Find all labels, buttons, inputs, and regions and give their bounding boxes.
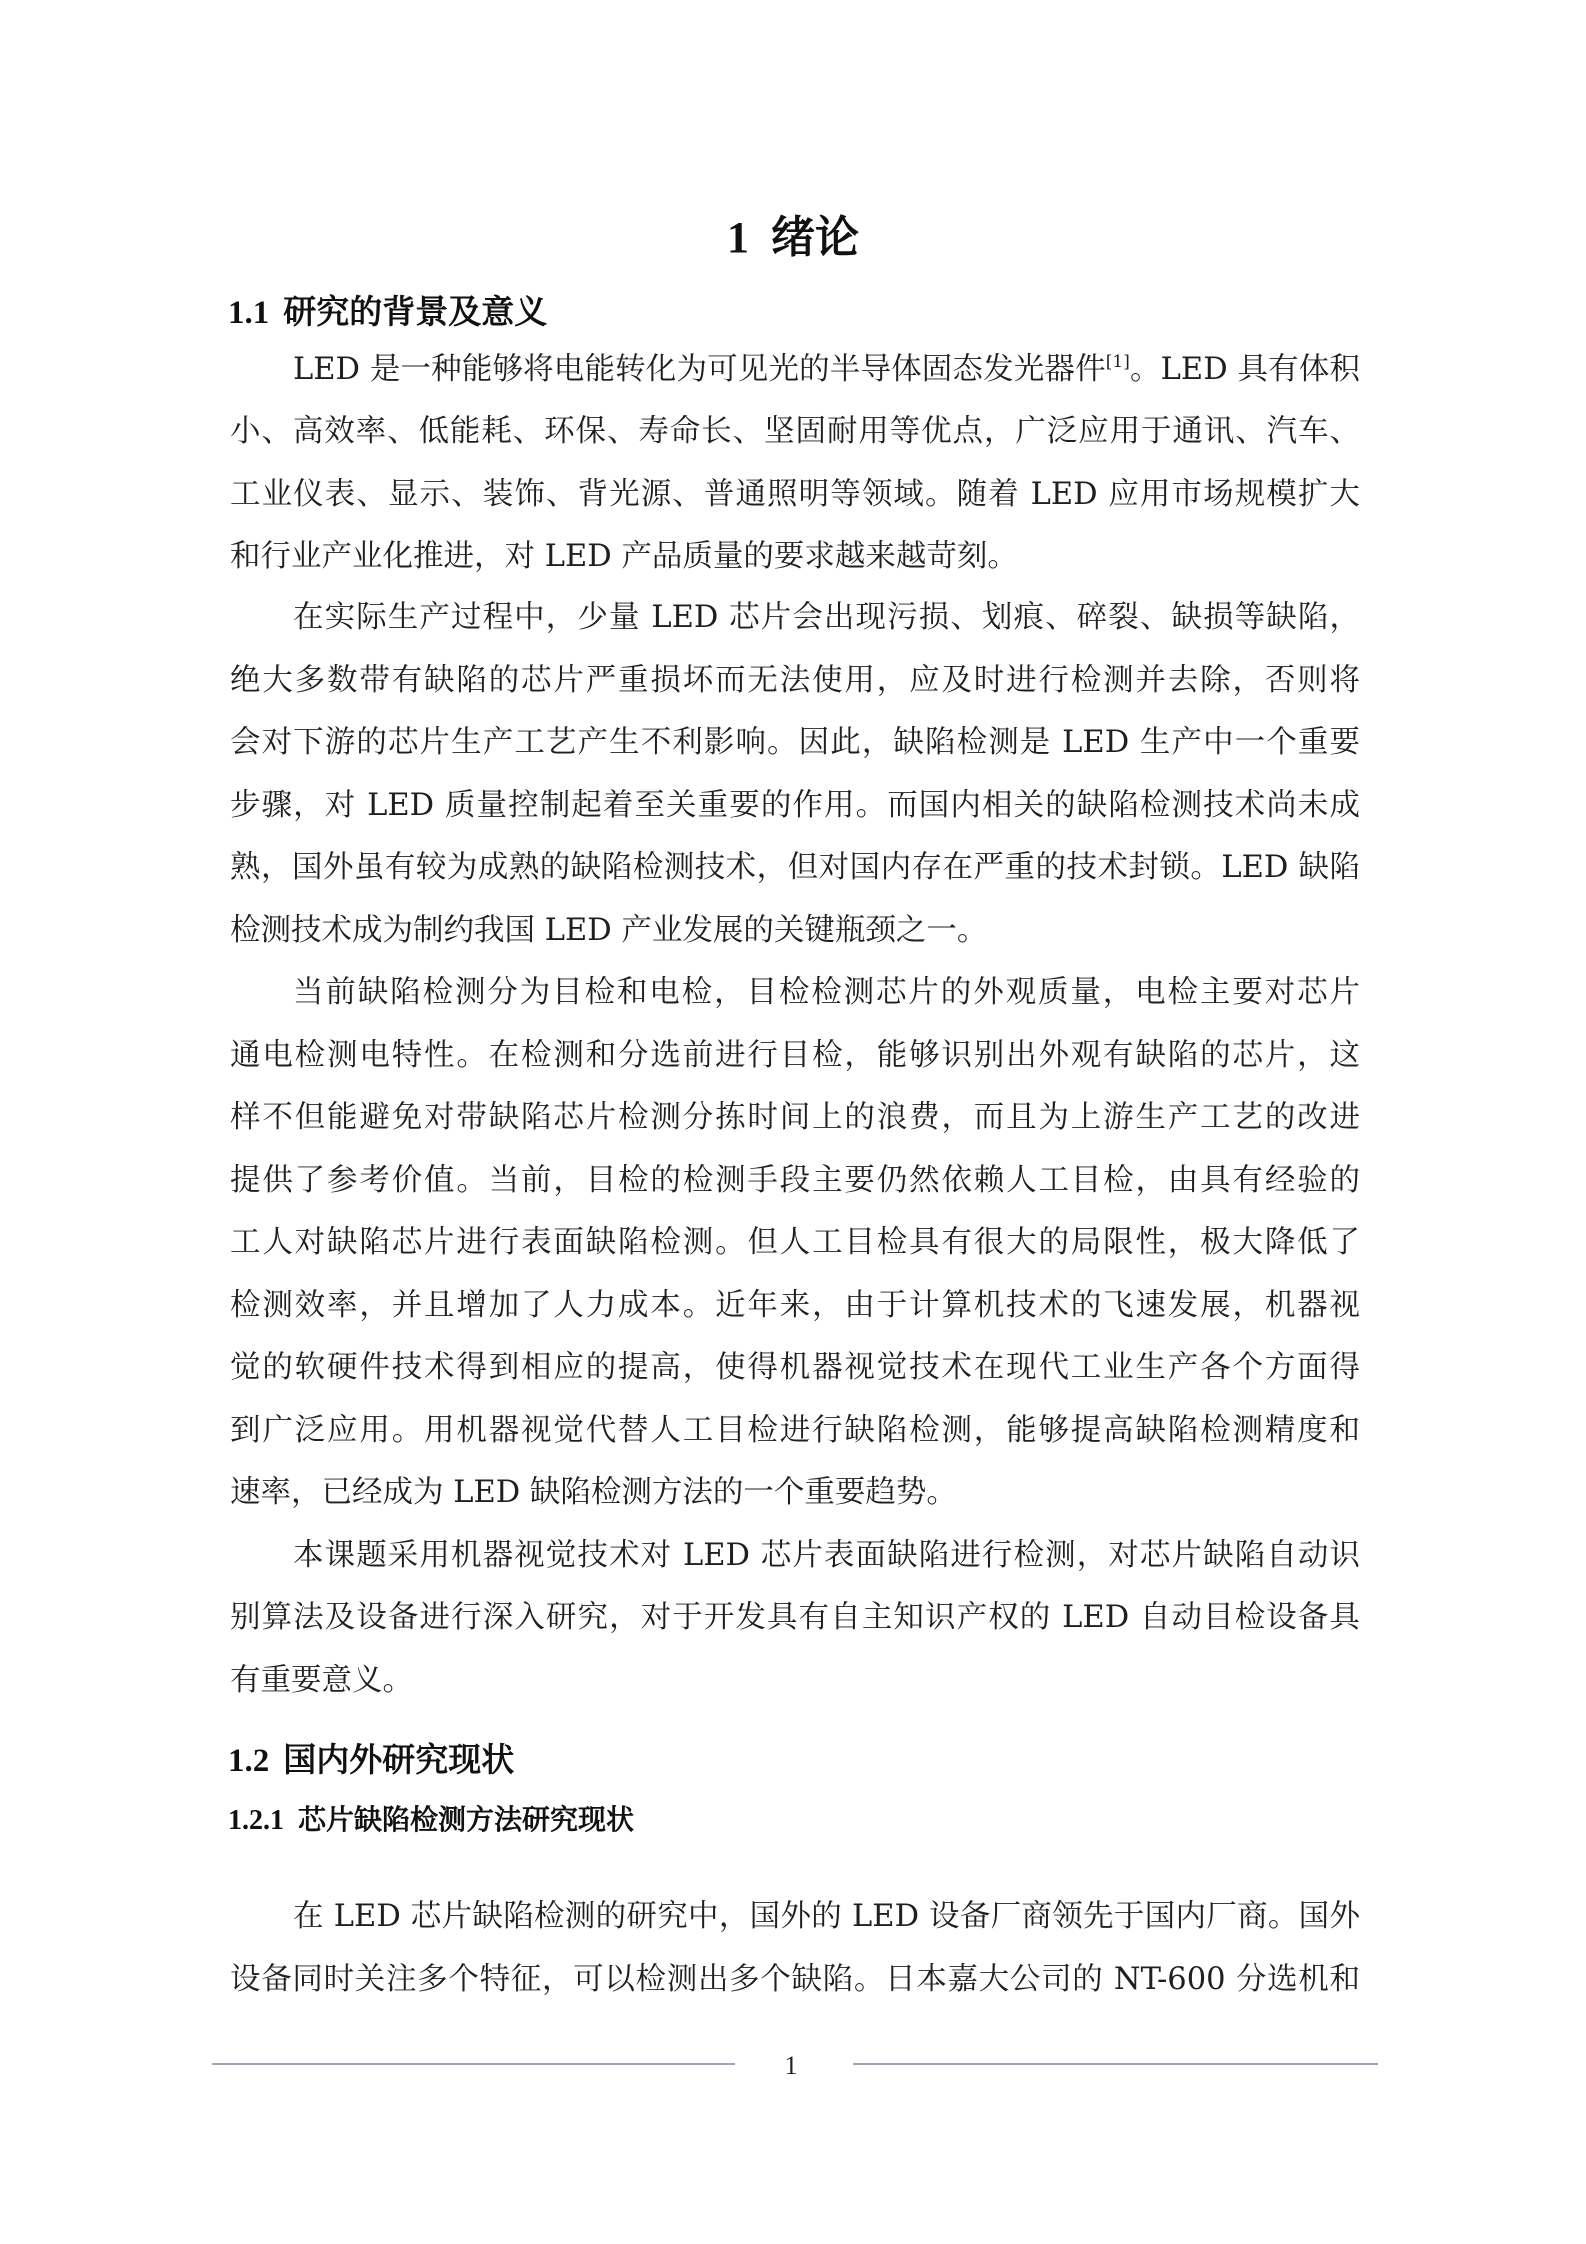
- footer-rule-left: [212, 2063, 735, 2065]
- paragraph-line: 样不但能避免对带缺陷芯片检测分拣时间上的浪费，而且为上游生产工艺的改进: [230, 1100, 1360, 1135]
- subsection-heading-1-2-1: [228, 1800, 634, 1840]
- paragraph-line: 检测技术成为制约我国 LED 产业发展的关键瓶颈之一。: [230, 913, 988, 948]
- paragraph-line: 本课题采用机器视觉技术对 LED 芯片表面缺陷进行检测，对芯片缺陷自动识: [293, 1538, 1360, 1573]
- text-span: LED 是一种能够将电能转化为可见光的半导体固态发光器件: [293, 352, 1106, 387]
- paragraph-line: 到广泛应用。用机器视觉代替人工目检进行缺陷检测，能够提高缺陷检测精度和: [230, 1413, 1360, 1448]
- paragraph-line: 熟，国外虽有较为成熟的缺陷检测技术，但对国内存在严重的技术封锁。LED 缺陷: [230, 850, 1360, 885]
- paragraph-line: 在实际生产过程中，少量 LED 芯片会出现污损、划痕、碎裂、缺损等缺陷，: [293, 600, 1360, 635]
- paragraph-line: 检测效率，并且增加了人力成本。近年来，由于计算机技术的飞速发展，机器视: [230, 1288, 1360, 1323]
- paragraph-line: 小、高效率、低能耗、环保、寿命长、坚固耐用等优点，广泛应用于通讯、汽车、: [230, 414, 1360, 449]
- paragraph-line: 别算法及设备进行深入研究，对于开发具有自主知识产权的 LED 自动目检设备具: [230, 1600, 1360, 1635]
- citation-marker[interactable]: [1]: [1105, 352, 1130, 372]
- section-heading-1-1: [228, 290, 547, 334]
- section-heading-1-2: [228, 1738, 514, 1782]
- paragraph-line: 通电检测电特性。在检测和分选前进行目检，能够识别出外观有缺陷的芯片，这: [230, 1038, 1360, 1073]
- paragraph-line: 觉的软硬件技术得到相应的提高，使得机器视觉技术在现代工业生产各个方面得: [230, 1350, 1360, 1385]
- section-number: 1.2: [228, 1743, 270, 1779]
- paragraph-line: 设备同时关注多个特征，可以检测出多个缺陷。日本嘉大公司的 NT-600 分选机和: [230, 1962, 1360, 1997]
- section-title: 国内外研究现状: [283, 1740, 515, 1779]
- chapter-title: [0, 210, 1586, 266]
- page-number: 1: [784, 2051, 798, 2080]
- subsection-number: 1.2.1: [228, 1805, 284, 1836]
- paragraph-line: 工业仪表、显示、装饰、背光源、普通照明等领域。随着 LED 应用市场规模扩大: [230, 477, 1360, 512]
- paragraph-line: 提供了参考价值。当前，目检的检测手段主要仍然依赖人工目检，由具有经验的: [230, 1163, 1360, 1198]
- paragraph-line: [293, 346, 1360, 394]
- paragraph-line: 绝大多数带有缺陷的芯片严重损坏而无法使用，应及时进行检测并去除，否则将: [230, 663, 1360, 698]
- paragraph-line: 速率，已经成为 LED 缺陷检测方法的一个重要趋势。: [230, 1475, 957, 1510]
- text-span: 。LED 具有体积: [1129, 352, 1360, 387]
- paragraph-line: 在 LED 芯片缺陷检测的研究中，国外的 LED 设备厂商领先于国内厂商。国外: [293, 1899, 1360, 1934]
- footer-rule-right: [853, 2063, 1378, 2065]
- section-number: 1.1: [228, 295, 270, 331]
- paragraph-line: 会对下游的芯片生产工艺产生不利影响。因此，缺陷检测是 LED 生产中一个重要: [230, 725, 1360, 760]
- section-title: 研究的背景及意义: [283, 292, 548, 331]
- paragraph-line: 和行业产业化推进，对 LED 产品质量的要求越来越苛刻。: [230, 539, 1018, 574]
- chapter-number: 1: [727, 213, 749, 262]
- paragraph-line: 步骤，对 LED 质量控制起着至关重要的作用。而国内相关的缺陷检测技术尚未成: [230, 788, 1360, 823]
- paragraph-line: 有重要意义。: [230, 1663, 413, 1698]
- chapter-title-text: 绪论: [771, 212, 859, 263]
- paragraph-line: 当前缺陷检测分为目检和电检，目检检测芯片的外观质量，电检主要对芯片: [293, 975, 1360, 1010]
- subsection-title: 芯片缺陷检测方法研究现状: [298, 1803, 635, 1836]
- paragraph-line: 工人对缺陷芯片进行表面缺陷检测。但人工目检具有很大的局限性，极大降低了: [230, 1225, 1360, 1260]
